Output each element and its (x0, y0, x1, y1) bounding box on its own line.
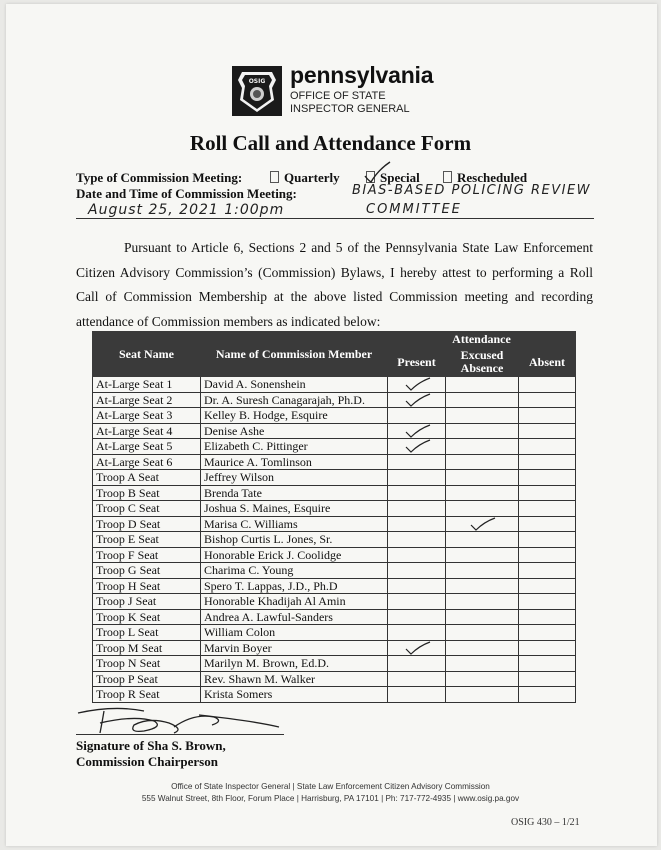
excused-cell (446, 377, 519, 393)
present-cell (388, 578, 446, 594)
member-cell: Krista Somers (201, 687, 388, 703)
footer-line-2: 555 Walnut Street, 8th Floor, Forum Place | Harrisburg, PA 17101 | Ph: 717-772-4935 | www.osig.pa.gov (141, 794, 520, 803)
excused-cell (446, 454, 519, 470)
excused-cell (446, 408, 519, 424)
table-row (93, 532, 576, 548)
absent-cell (519, 640, 576, 656)
member-cell: Brenda Tate (201, 485, 388, 501)
header-absent: Absent (519, 348, 576, 377)
member-cell: Rev. Shawn M. Walker (201, 671, 388, 687)
excused-cell (446, 656, 519, 672)
member-cell: Spero T. Lappas, J.D., Ph.D (201, 578, 388, 594)
member-cell: Jeffrey Wilson (201, 470, 388, 486)
excused-cell (446, 547, 519, 563)
present-cell (388, 516, 446, 532)
seat-cell: Troop M Seat (93, 640, 201, 656)
excused-cell (446, 687, 519, 703)
present-cell (388, 609, 446, 625)
excused-cell (446, 640, 519, 656)
table-row (93, 485, 576, 501)
excused-cell (446, 609, 519, 625)
seat-cell: Troop J Seat (93, 594, 201, 610)
checkmark-icon (401, 377, 433, 391)
logo-text: OSIG (248, 78, 266, 85)
table-row (93, 408, 576, 424)
present-cell (388, 454, 446, 470)
present-cell (388, 408, 446, 424)
member-cell: Maurice A. Tomlinson (201, 454, 388, 470)
present-cell (388, 501, 446, 517)
absent-cell (519, 532, 576, 548)
date-underline (76, 218, 594, 219)
table-row (93, 547, 576, 563)
seat-cell: At-Large Seat 6 (93, 454, 201, 470)
present-cell (388, 485, 446, 501)
present-cell (388, 687, 446, 703)
checkmark-icon (401, 439, 433, 453)
excused-cell (446, 532, 519, 548)
table-row (93, 501, 576, 517)
excused-cell (446, 578, 519, 594)
handwritten-meeting-name-line2: COMMITTEE (366, 202, 462, 217)
absent-cell (519, 625, 576, 641)
signature-label-line1: Signature of Sha S. Brown, (76, 738, 226, 753)
table-row (93, 656, 576, 672)
member-cell: Joshua S. Maines, Esquire (201, 501, 388, 517)
member-cell: Denise Ashe (201, 423, 388, 439)
absent-cell (519, 671, 576, 687)
present-cell (388, 671, 446, 687)
excused-cell (446, 671, 519, 687)
present-cell (388, 547, 446, 563)
seat-cell: Troop K Seat (93, 609, 201, 625)
seat-cell: Troop L Seat (93, 625, 201, 641)
present-cell (388, 377, 446, 393)
excused-cell (446, 594, 519, 610)
table-row (93, 454, 576, 470)
excused-cell (446, 470, 519, 486)
absent-cell (519, 423, 576, 439)
excused-cell (446, 392, 519, 408)
member-cell: Marilyn M. Brown, Ed.D. (201, 656, 388, 672)
member-cell: Elizabeth C. Pittinger (201, 439, 388, 455)
present-cell (388, 439, 446, 455)
seat-cell: Troop E Seat (93, 532, 201, 548)
seat-cell: Troop C Seat (93, 501, 201, 517)
table-row (93, 563, 576, 579)
absent-cell (519, 408, 576, 424)
absent-cell (519, 563, 576, 579)
excused-cell (446, 501, 519, 517)
option-quarterly-label: Quarterly (284, 170, 340, 185)
option-rescheduled-label: Rescheduled (457, 170, 528, 185)
table-row (93, 687, 576, 703)
present-cell (388, 594, 446, 610)
absent-cell (519, 609, 576, 625)
member-cell: Andrea A. Lawful-Sanders (201, 609, 388, 625)
absent-cell (519, 470, 576, 486)
present-cell (388, 625, 446, 641)
option-quarterly[interactable] (270, 170, 340, 186)
form-number: OSIG 430 – 1/21 (511, 817, 580, 828)
excused-cell (446, 563, 519, 579)
checkmark-icon (401, 641, 433, 655)
handwritten-date: August 25, 2021 1:00pm (88, 202, 285, 218)
absent-cell (519, 687, 576, 703)
seat-cell: Troop B Seat (93, 485, 201, 501)
absent-cell (519, 454, 576, 470)
table-row (93, 640, 576, 656)
absent-cell (519, 594, 576, 610)
seat-cell: Troop R Seat (93, 687, 201, 703)
table-row (93, 392, 576, 408)
table-row (93, 439, 576, 455)
checkmark-icon (401, 424, 433, 438)
option-special-label: Special (380, 170, 420, 185)
footer-line-1: Office of State Inspector General | State Law Enforcement Citizen Advisory Commission (171, 782, 490, 791)
present-cell (388, 392, 446, 408)
seat-cell: Troop P Seat (93, 671, 201, 687)
member-cell: William Colon (201, 625, 388, 641)
member-cell: Marvin Boyer (201, 640, 388, 656)
excused-cell (446, 439, 519, 455)
meeting-type-label: Type of Commission Meeting: (76, 170, 243, 185)
member-cell: Dr. A. Suresh Canagarajah, Ph.D. (201, 392, 388, 408)
header-present: Present (388, 348, 446, 377)
present-cell (388, 563, 446, 579)
header-member-name: Name of Commission Member (201, 332, 388, 377)
member-cell: Charima C. Young (201, 563, 388, 579)
present-cell (388, 423, 446, 439)
seat-cell: Troop G Seat (93, 563, 201, 579)
office-line-1: OFFICE OF STATE (290, 90, 386, 102)
seat-cell: At-Large Seat 3 (93, 408, 201, 424)
present-cell (388, 640, 446, 656)
member-cell: Honorable Erick J. Coolidge (201, 547, 388, 563)
absent-cell (519, 656, 576, 672)
table-row (93, 625, 576, 641)
member-cell: Bishop Curtis L. Jones, Sr. (201, 532, 388, 548)
quarterly-checkbox[interactable] (270, 171, 279, 183)
keystone-logo-icon (232, 66, 282, 116)
attestation-paragraph: Pursuant to Article 6, Sections 2 and 5 of the Pennsylvania State Law Enforcement Citizen Advisory Commission’s (Commission) Bylaws, I hereby attest to performing a Roll Call of Commission Membership at the above listed Commission meeting and recording attendance of Commission members as indicated below: (76, 240, 593, 329)
header-seat-name: Seat Name (93, 332, 201, 377)
absent-cell (519, 392, 576, 408)
member-cell: Marisa C. Williams (201, 516, 388, 532)
attendance-table (92, 331, 576, 703)
present-cell (388, 656, 446, 672)
absent-cell (519, 547, 576, 563)
header-excused-absence: Excused Absence (446, 348, 519, 377)
header-attendance: Attendance (388, 332, 576, 348)
table-row (93, 594, 576, 610)
seat-cell: At-Large Seat 5 (93, 439, 201, 455)
present-cell (388, 470, 446, 486)
handwritten-meeting-name-line1: BIAS-BASED POLICING REVIEW (352, 183, 592, 198)
checkmark-icon (466, 517, 498, 531)
seat-cell: Troop F Seat (93, 547, 201, 563)
excused-cell (446, 516, 519, 532)
seat-cell: Troop A Seat (93, 470, 201, 486)
excused-cell (446, 485, 519, 501)
table-row (93, 423, 576, 439)
form-title: Roll Call and Attendance Form (189, 131, 472, 155)
absent-cell (519, 485, 576, 501)
table-row (93, 609, 576, 625)
seat-cell: Troop D Seat (93, 516, 201, 532)
table-row (93, 516, 576, 532)
handwritten-signature-icon (74, 703, 284, 737)
signature-line (76, 734, 284, 735)
present-cell (388, 532, 446, 548)
checkmark-icon (401, 393, 433, 407)
seat-cell: Troop N Seat (93, 656, 201, 672)
member-cell: David A. Sonenshein (201, 377, 388, 393)
seat-cell: At-Large Seat 2 (93, 392, 201, 408)
datetime-label: Date and Time of Commission Meeting: (76, 186, 297, 201)
absent-cell (519, 516, 576, 532)
seat-cell: At-Large Seat 1 (93, 377, 201, 393)
table-row (93, 578, 576, 594)
special-checkmark-icon (362, 160, 392, 184)
seat-cell: Troop H Seat (93, 578, 201, 594)
rescheduled-checkbox[interactable] (443, 171, 452, 183)
excused-cell (446, 625, 519, 641)
brand-name: pennsylvania (290, 62, 434, 88)
absent-cell (519, 578, 576, 594)
signature-label-line2: Commission Chairperson (76, 754, 218, 769)
member-cell: Kelley B. Hodge, Esquire (201, 408, 388, 424)
seat-cell: At-Large Seat 4 (93, 423, 201, 439)
member-cell: Honorable Khadijah Al Amin (201, 594, 388, 610)
absent-cell (519, 377, 576, 393)
absent-cell (519, 439, 576, 455)
table-row (93, 470, 576, 486)
table-row (93, 671, 576, 687)
office-line-2: INSPECTOR GENERAL (290, 103, 410, 115)
table-row (93, 377, 576, 393)
attendance-table-body (93, 377, 576, 703)
absent-cell (519, 501, 576, 517)
excused-cell (446, 423, 519, 439)
